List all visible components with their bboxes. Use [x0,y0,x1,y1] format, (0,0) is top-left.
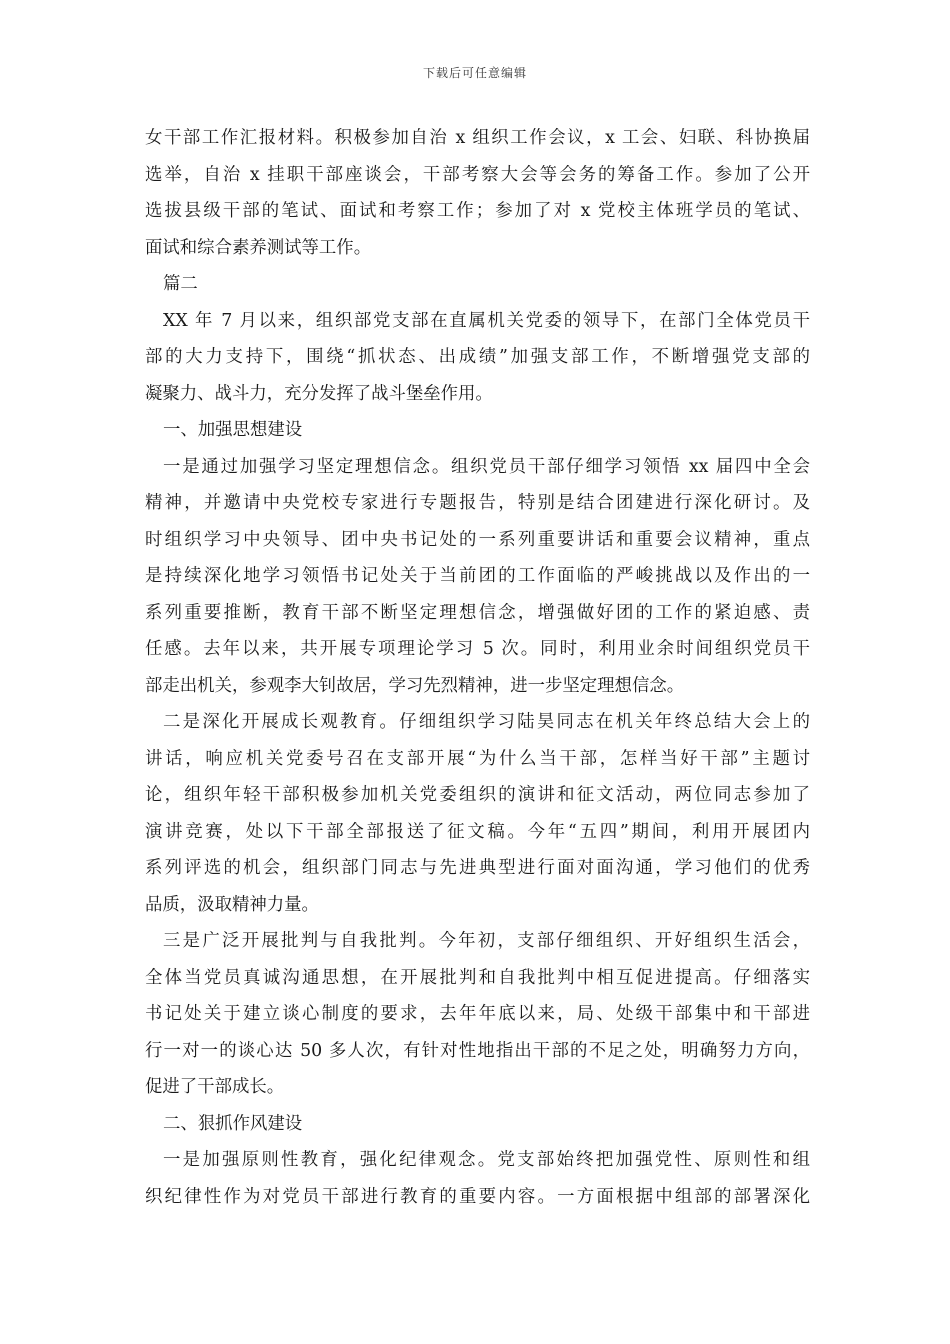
text-line: 一是通过加强学习坚定理想信念。组织党员干部仔细学习领悟 xx 届四中全会 [163,456,810,477]
text-line: 选举，自治 x 挂职干部座谈会，干部考察大会等会务的筹备工作。参加了公开 [145,164,810,185]
text-line: 二、狠抓作风建设 [163,1113,303,1134]
text-line: 面试和综合素养测试等工作。 [145,237,372,258]
text-line: 全体当党员真诚沟通思想，在开展批判和自我批判中相互促进提高。仔细落实 [145,967,810,988]
text-line: 系列评选的机会，组织部门同志与先进典型进行面对面沟通，学习他们的优秀 [145,858,810,878]
paragraph [145,412,810,449]
text-line: 系列重要推断，教育干部不断坚定理想信念，增强做好团的工作的紧迫感、责 [145,602,810,623]
text-line: 女干部工作汇报材料。积极参加自治 x 组织工作会议，x 工会、妇联、科协换届 [145,128,810,148]
text-line: 时组织学习中央领导、团中央书记处的一系列重要讲话和重要会议精神，重点 [145,529,810,550]
text-line: 促进了干部成长。 [145,1077,285,1097]
paragraph [145,1142,810,1215]
paragraph [145,120,810,266]
text-line: 论，组织年轻干部积极参加机关党委组织的演讲和征文活动，两位同志参加了 [145,785,810,805]
text-line: 品质，汲取精神力量。 [145,894,319,915]
text-line: 篇二 [163,274,198,294]
text-line: 任感。去年以来，共开展专项理论学习 5 次。同时，利用业余时间组织党员干 [145,639,810,659]
paragraph [145,266,810,303]
text-line: 选拔县级干部的笔试、面试和考察工作；参加了对 x 党校主体班学员的笔试、 [145,201,810,221]
text-line: 三是广泛开展批判与自我批判。今年初，支部仔细组织、开好组织生活会， [163,931,810,951]
text-line: 一是加强原则性教育，强化纪律观念。党支部始终把加强党性、原则性和组 [163,1150,810,1170]
page-header: 下载后可任意编辑 [422,66,527,80]
text-line: 行一对一的谈心达 50 多人次，有针对性地指出干部的不足之处，明确努力方向， [145,1040,810,1061]
text-line: 书记处关于建立谈心制度的要求，去年年底以来，局、处级干部集中和干部进 [145,1004,810,1024]
paragraph [145,923,810,1106]
paragraph [145,704,810,923]
text-line: 是持续深化地学习领悟书记处关于当前团的工作面临的严峻挑战以及作出的一 [145,566,810,586]
document-body [145,120,810,1215]
text-line: 凝聚力、战斗力，充分发挥了战斗堡垒作用。 [145,383,493,404]
paragraph [145,303,810,413]
paragraph [145,449,810,705]
text-line: 部的大力支持下，围绕“抓状态、出成绩”加强支部工作，不断增强党支部的 [145,347,810,367]
text-line: 精神，并邀请中央党校专家进行专题报告，特别是结合团建进行深化研讨。及 [145,493,810,513]
text-line: 二是深化开展成长观教育。仔细组织学习陆昊同志在机关年终总结大会上的 [163,712,810,732]
text-line: 讲话，响应机关党委号召在支部开展“为什么当干部，怎样当好干部”主题讨 [145,748,810,769]
text-line: XX 年 7 月以来，组织部党支部在直属机关党委的领导下，在部门全体党员干 [163,310,810,331]
text-line: 演讲竞赛，处以下干部全部报送了征文稿。今年“五四”期间，利用开展团内 [145,821,810,842]
paragraph [145,1106,810,1143]
text-line: 织纪律性作为对党员干部进行教育的重要内容。一方面根据中组部的部署深化 [145,1186,810,1207]
text-line: 部走出机关，参观李大钊故居，学习先烈精神，进一步坚定理想信念。 [145,675,685,696]
text-line: 一、加强思想建设 [163,420,303,440]
